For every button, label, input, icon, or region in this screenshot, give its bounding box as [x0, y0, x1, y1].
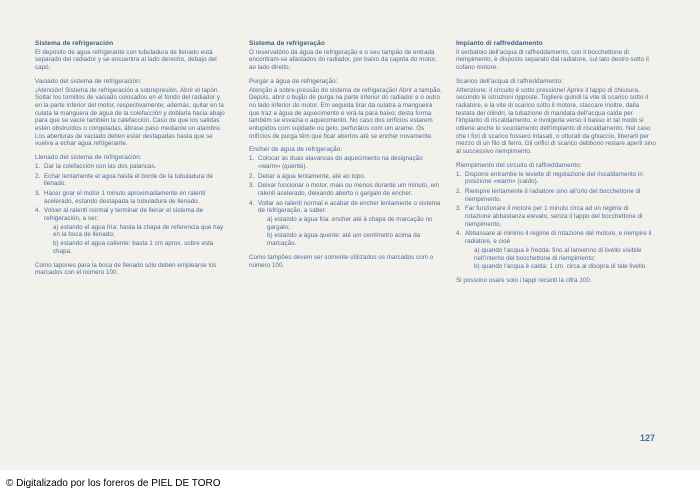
- italian-fill-heading: Riempimento del circuito di raffreddamento:: [456, 161, 582, 169]
- italian-column: [456, 40, 656, 291]
- list-item: 3. Deixar funcionar o motor, mais ou menos durante um minuto, em ralenti acelerado, deixando aberto o gargalo de encher.: [249, 182, 440, 197]
- sub-step: b) quando l'acqua è calda: 1 cm. circa al disopra di tale livello.: [474, 263, 648, 271]
- spanish-drain-heading: Vaciado del sistema de refrigeración:: [35, 77, 142, 85]
- portuguese-column: [249, 40, 444, 275]
- portuguese-title: Sistema de refrigeração: [249, 40, 325, 47]
- portuguese-closing: Como tampões devem ser somente utilizados os marcados com o número 100.: [249, 253, 434, 269]
- portuguese-fill-heading: Encher de água de refrigeração:: [249, 146, 343, 154]
- list-item: 2. Deitar a água lentamente, até ao topo.: [249, 172, 366, 180]
- sub-step: a) quando l'acqua è fredda: fino al lamierino di livello visibile nell'interno del bocchettone di riempimento;: [474, 246, 642, 262]
- list-item: 1. Disporre entrambe le levette di regolazione del riscaldamento in posizione «warm» (caldo).: [456, 170, 643, 186]
- sub-step: b) estando a água quente: até um centímetro acima da marcação.: [267, 232, 421, 248]
- spanish-title: Sistema de refrigeración: [35, 40, 114, 47]
- spanish-intro: El depósito de agua refrigerante con tubuladura de llenado está separado del radiador y se encuentra al lado derecho, debajo del capó.: [35, 48, 217, 72]
- list-item: 4. Abbassare al minimo il regime di rotazione del motore, e riempire il radiatore, e cioè a) quando l'acqua è fredda: fino al lamierino di livello visibile nell'interno del bocchettone di riempimento; b) quando l'acqua è calda: 1 cm. circa al disopra di tale livello.: [456, 230, 656, 271]
- portuguese-steps: [249, 155, 444, 248]
- sub-step: a) estando a água fria: encher até à chapa de marcação no gargalo;: [267, 216, 433, 231]
- italian-drain-heading: Scarico dell'acqua di raffreddamento:: [456, 77, 564, 85]
- portuguese-drain-text: Atenção à sobre-pressão do sistema de refrigeração! Abrir a tampão. Depois, abrir o bujão de purga na parte inferior do radiador e o outro no lado inferior do motor. Em seguida tirar da culatra a mangueira que traz a água de aquecimento e virá-la para baixo; desta forma também se esvazia o aquecimento. No caso dos orifícios estarem entupidos com sujidade ou gelo, perfurálos com um arame. Os orifícios de purga têm que ficar abertos até se encher novamente.: [249, 86, 442, 140]
- italian-intro: Il serbatoio dell'acqua di raffreddamento, con il bocchettone di riempimento, è disposto separato dal radiatore, sul lato destro sotto il cofano motore.: [456, 48, 649, 72]
- sub-steps: [258, 216, 444, 248]
- sub-step: a) estando el agua fría: hasta la chapa de referencia que hay en la boca de llenado;: [53, 223, 224, 239]
- list-item: 1. Colocar as duas alavancas do aquecimento na designação «warm» (quente).: [249, 155, 423, 170]
- spanish-steps: [35, 163, 225, 256]
- footer-credit: © Digitalizado por los foreros de PIEL DE TORO: [6, 478, 221, 489]
- italian-closing: Si possono usare solo i tappi recanti la cifra 100.: [456, 276, 592, 284]
- list-item: 1. Dar la colefacción con las dos palancas.: [35, 162, 157, 170]
- italian-drain-text: Attenzione: il circuito è sotto pressione! Aprire il tappo di chiusura, secondo le istruzioni opposte. Togliere quindi la vite di scarico sotto il radiatore, e la vite di scarico sotto il motore, staccare inoltre, dalla testata dei cilindri, la tubazione di mandata dell'acqua calda per l'impianto di riscaldamento, e rivolgerla verso il basso in tal modo si ottiene anche lo svuotamento dell'impianto di riscaldamento. Nel caso che i fori di scarico fossero intasati, o otturati da ghiaccio, liberarli per mezzo di un filo di ferro. Gli orifici di scarico debbono restare aperti sino al successivo riempimento.: [456, 86, 656, 156]
- list-item: 2. Echar lentamente el agua hasta el borde de la tubuladura de llenado.: [35, 172, 214, 188]
- list-item: 3. Far funzionare il motore per 1 minuto circa ad un regime di rotazione abbastanza elevato, senza il tappo del bocchettone di riempimento.: [456, 205, 643, 228]
- italian-steps: [456, 171, 656, 271]
- list-item: 3. Hacer girar el motor 1 minuto aproximadamente en ralentí acelerado, estando destapada la tubuladura de llenado.: [35, 189, 206, 205]
- spanish-closing: Como tapones para la boca de llenado sólo deben emplearse los marcados con el número 100.: [35, 261, 217, 277]
- sub-steps: [44, 224, 225, 256]
- list-item: 2. Riempire lentamente il radiatore sino all'orlo del bocchettone di riempimento.: [456, 187, 641, 203]
- spanish-drain-text: ¡Atención! Sistema de refrigeración a sobrepresión. Abrir el tapón. Soltar los tornillos de vaciado colocados en el fondo del radiador y en la parte inferior del motor, respectivamente; además, quitar en la culata la manguera de agua de la colefacción y doblarla hacia abajo para que se vacíe también la calefacción. Caso de que los salidas estén obstruídos o congeladas, ábrase paso mediante un alambre. Los aberturas de vaciado deben estar destapadas hasta que se vuelva a echar agua refrigerante.: [35, 86, 225, 148]
- spanish-fill-heading: Llenado del sistema de refrigeración:: [35, 154, 142, 162]
- list-item: 4. Voltar ao ralenti normal e acabar de encher lentamente o sistema de refrigeração, a saber: a) estando a água fria: encher até à chapa de marcação no gargalo; b) estando a água quente: até um centímetro acima da marcação.: [249, 200, 444, 248]
- footer: [0, 470, 700, 496]
- list-item: 4. Volver al ralentí normal y terminar de llenar el sistema de refrigeración, a ser: a) estando el agua fría: hasta la chapa de referencia que hay en la boca de llenado; b) estando el agua caliente: basta 1 cm aprox. sobre esta chapa.: [35, 207, 224, 255]
- sub-steps: [465, 247, 656, 271]
- portuguese-drain-heading: Purgar a água de refrigeração:: [249, 77, 338, 85]
- italian-title: Impianto di raffreddamento: [456, 40, 543, 47]
- sub-step: b) estando el agua caliente: basta 1 cm aprox. sobre esta chapa.: [53, 240, 214, 255]
- portuguese-intro: O reservatório da água de refrigeração e o seu tampão de entrada encontram-se afastados do radiador, por baixo da capota do motor, ao lado direito.: [249, 48, 437, 72]
- spanish-column: [35, 40, 225, 283]
- page-number: 127: [640, 433, 656, 443]
